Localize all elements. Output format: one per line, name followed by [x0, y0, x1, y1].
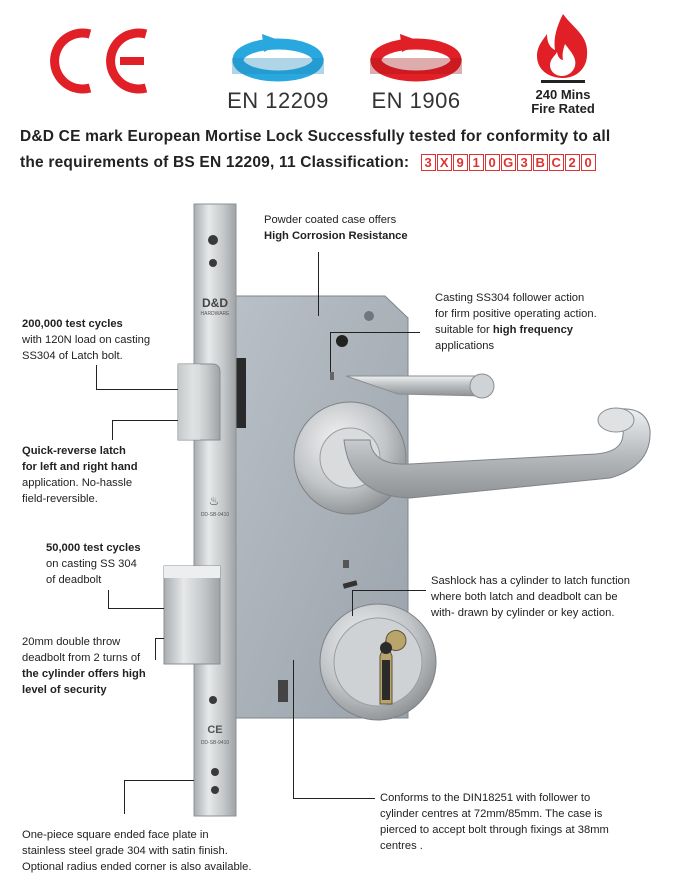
- latch-bolt: [178, 364, 220, 440]
- note-din: Conforms to the DIN18251 with follower to cylinder centres at 72mm/85mm. The case is pierced to accept bolt through fixings at 38mm centres .: [380, 792, 609, 852]
- classification-digit: 2: [565, 154, 580, 171]
- classification-digit: 3: [421, 154, 436, 171]
- note-deadbolt-cycles: 50,000 test cycles on casting SS 304 of deadbolt: [46, 542, 141, 586]
- note-latch-cycles: 200,000 test cycles with 120N load on casting SS304 of Latch bolt.: [22, 318, 151, 362]
- classification-digit: 9: [453, 154, 468, 171]
- note-quick-reverse: Quick-reverse latch for left and right hand application. No-hassle field-reversible.: [22, 445, 138, 505]
- deadbolt: [164, 566, 220, 664]
- fire-rating-text: Fire Rated: [531, 101, 595, 116]
- faceplate-ce-sub: DD-SB-9410: [200, 740, 230, 746]
- classification-digit: X: [437, 154, 452, 171]
- cylinder-escutcheon: [320, 604, 436, 720]
- faceplate-mark-text: DD-SB-9410: [200, 512, 230, 518]
- note-follower: Casting SS304 follower action for firm positive operating action. suitable for high frequency applications: [435, 292, 597, 352]
- classification-digit: G: [501, 154, 516, 171]
- en12209-label: EN 12209: [227, 88, 329, 113]
- classification-digit: 0: [581, 154, 596, 171]
- fire-rating-mins: 240 Mins: [535, 87, 591, 102]
- faceplate-brand-sub: HARDWARE: [200, 311, 230, 317]
- en1906-label: EN 1906: [371, 88, 461, 113]
- note-deadbolt-throw: 20mm double throw deadbolt from 2 turns of the cylinder offers high level of security: [22, 636, 146, 696]
- headline-line2-text: the requirements of BS EN 12209, 11 Classification:: [20, 154, 410, 171]
- faceplate-ce-small: CE: [207, 724, 223, 736]
- classification-digit: 0: [485, 154, 500, 171]
- note-case-coating: Powder coated case offers High Corrosion Resistance: [264, 214, 408, 242]
- classification-digit: C: [549, 154, 564, 171]
- note-sashlock: Sashlock has a cylinder to latch function where both latch and deadbolt can be with- drawn by cylinder or key action.: [431, 575, 630, 619]
- classification-digit: B: [533, 154, 548, 171]
- faceplate-brand: D&D: [202, 296, 228, 310]
- classification-digit: 3: [517, 154, 532, 171]
- note-faceplate: One-piece square ended face plate in stainless steel grade 304 with satin finish. Optional radius ended corner is also available.: [22, 829, 252, 873]
- headline-line1: D&D CE mark European Mortise Lock Successfully tested for conformity to all: [20, 128, 611, 145]
- faceplate-fire-mark-icon: ♨: [208, 494, 220, 508]
- classification-digit: 1: [469, 154, 484, 171]
